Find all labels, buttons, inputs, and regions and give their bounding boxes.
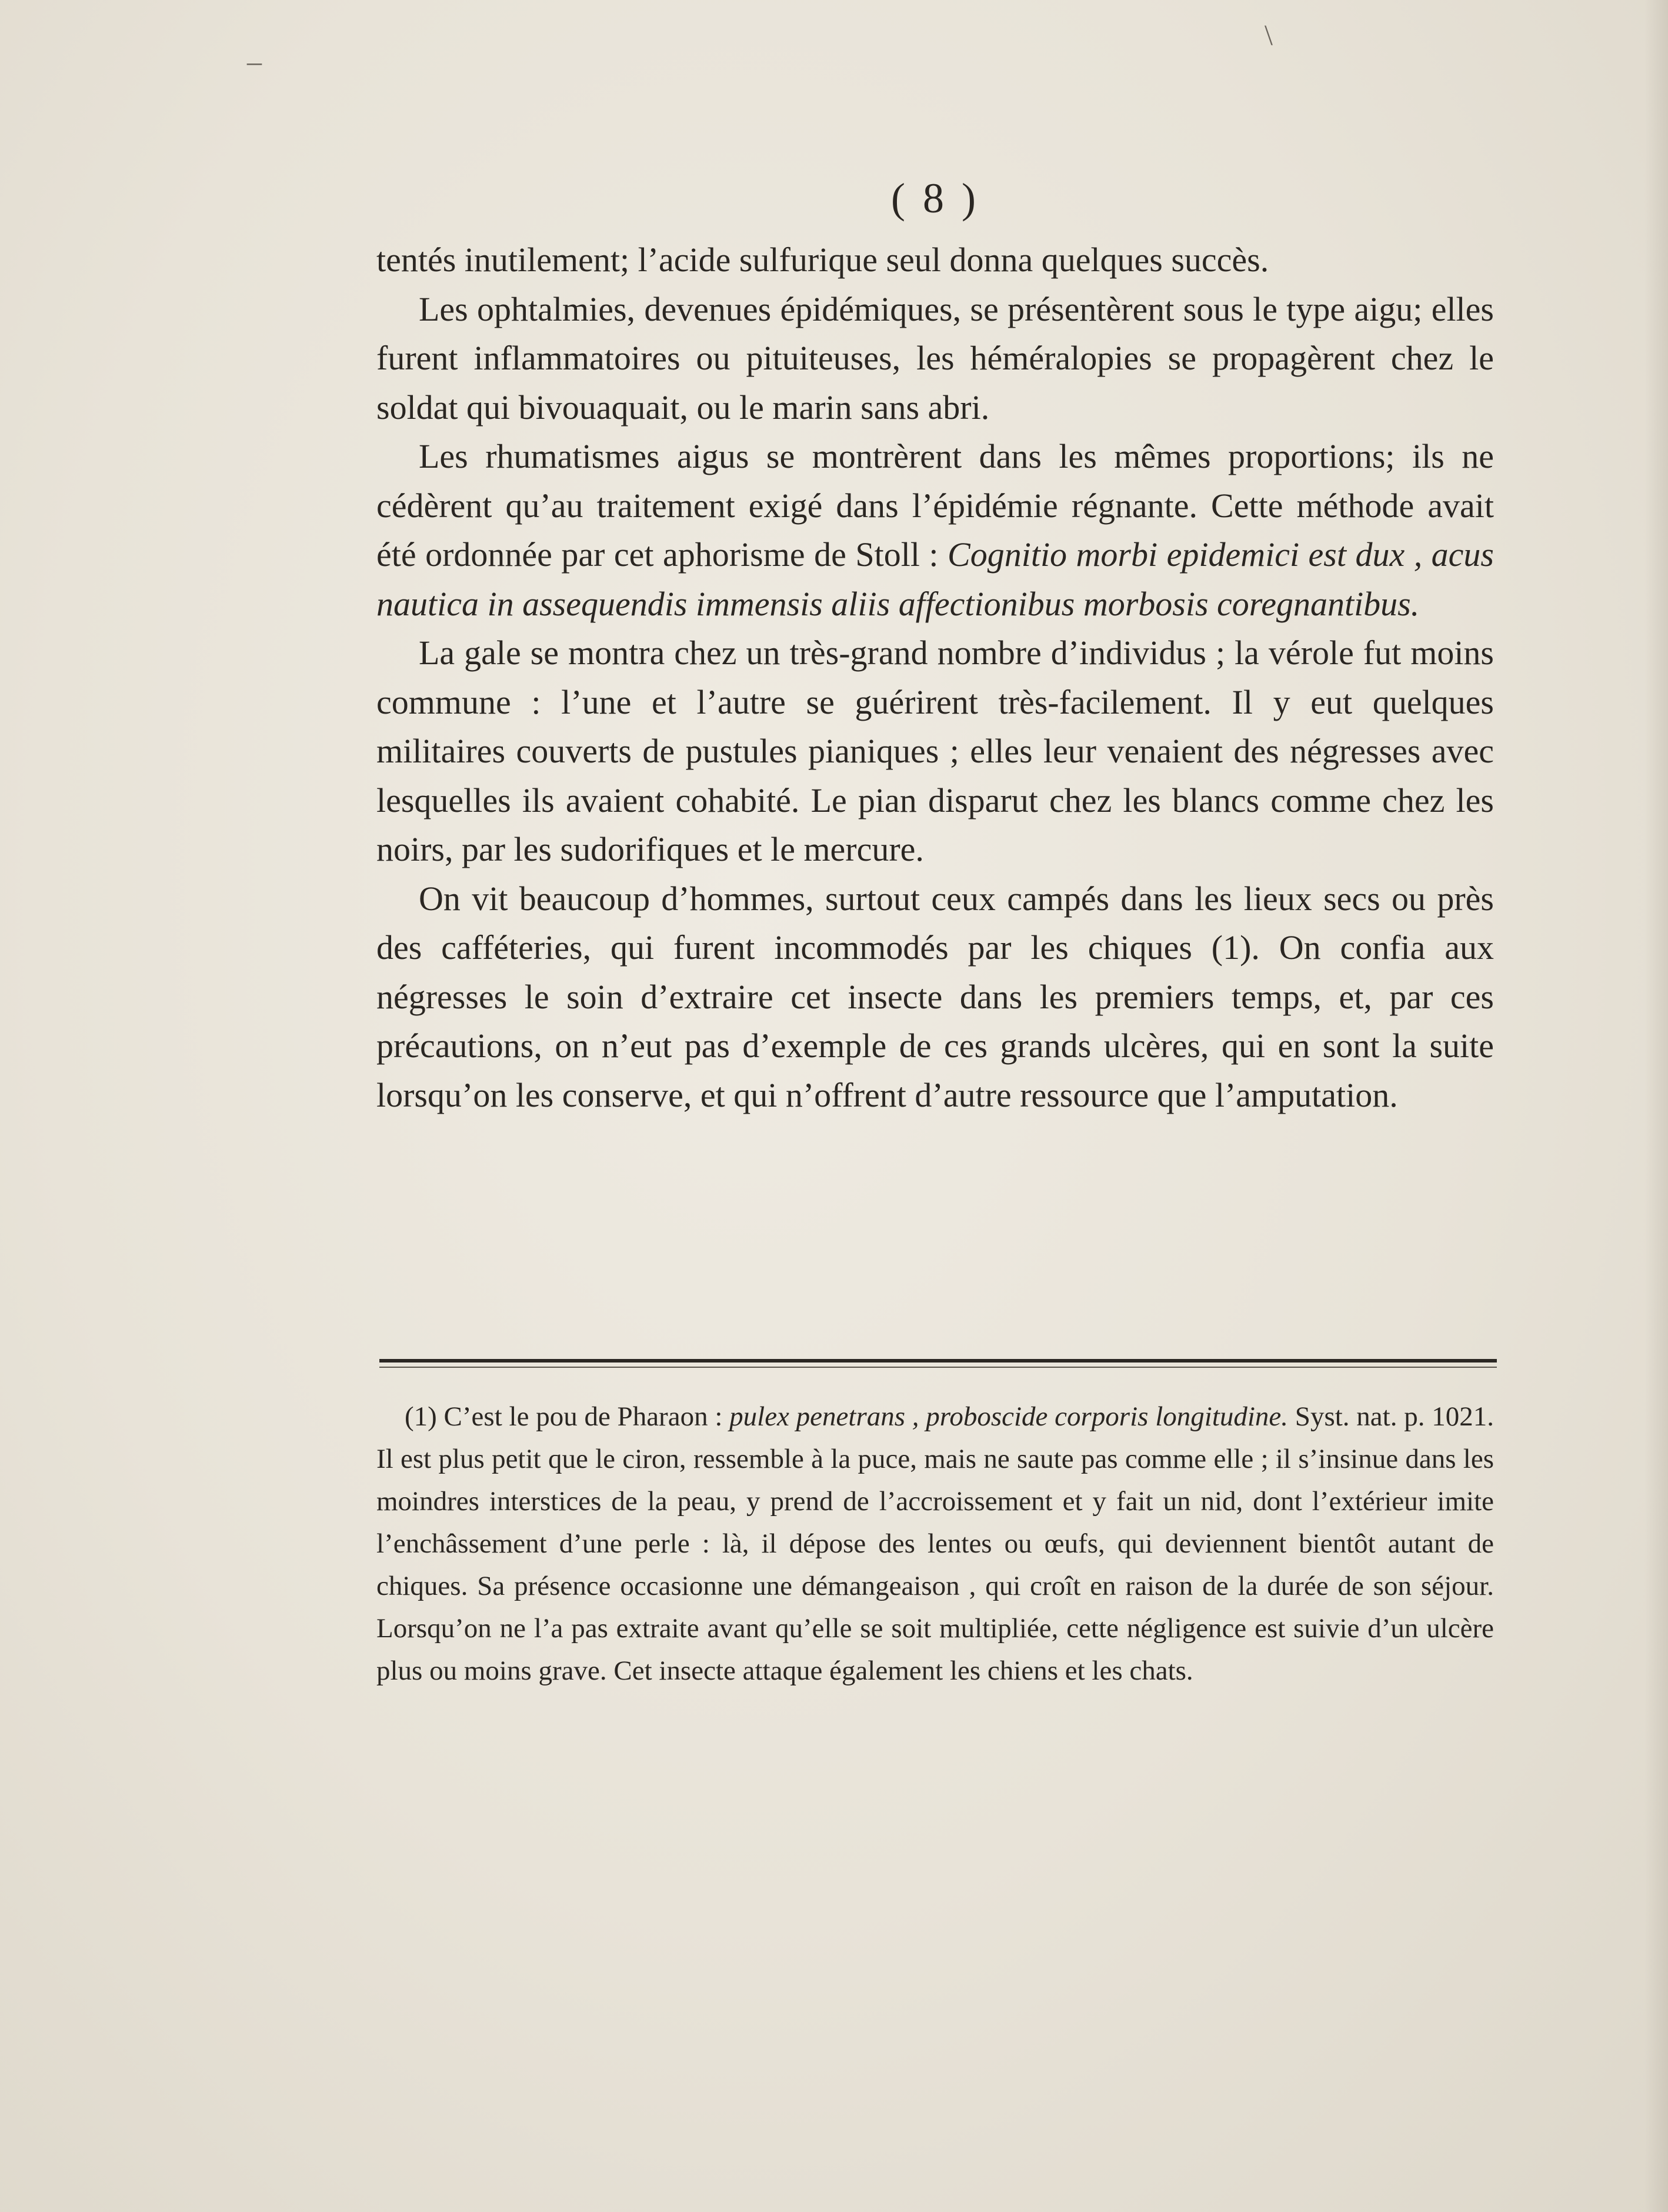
- footnote-separator-rule-thin: [379, 1367, 1497, 1368]
- paragraph-text: tentés inutilement; l’acide sulfurique seul donna quelques succès.: [376, 241, 1269, 279]
- paragraph-text: Les ophtalmies, devenues épidémiques, se présentèrent sous le type aigu; elles furent inflammatoires ou pituiteuses, les héméralopies se propagèrent chez le soldat qui bivouaquait, ou le marin sans abri.: [376, 289, 1494, 427]
- margin-mark-top: \: [1265, 18, 1273, 51]
- paragraph-text: Les rhumatismes aigus se montrèrent dans les mêmes proportions; ils ne cédèrent qu’au traitement exigé dans l’épidémie régnante. Cette méthode avait été ordonnée par cet aphorisme de Stoll :: [376, 437, 1494, 574]
- paragraph-text: On vit beaucoup d’hommes, surtout ceux campés dans les lieux secs ou près des cafféteries, qui furent incommodés par les chiques (1). On confia aux négresses le soin d’extraire cet insecte dans les premiers temps, et, par ces précautions, on n’eut pas d’exemple de ces grands ulcères, qui en sont la suite lorsqu’on les conserve, et qui n’offrent d’autre ressource que l’amputation.: [376, 879, 1494, 1114]
- footnote-paragraph: [376, 1395, 1494, 1692]
- margin-mark-left: –: [247, 45, 262, 78]
- paragraph: [376, 235, 1494, 285]
- paragraph: [376, 432, 1494, 628]
- footnote-text: Syst. nat. p. 1021. Il est plus petit que le ciron, ressemble à la puce, mais ne saute pas comme elle ; il s’insinue dans les moindres interstices de la peau, y prend de l’accroissement et y fait un nid, dont l’extérieur imite l’enchâssement d’une perle : là, il dépose des lentes ou œufs, qui deviennent bientôt autant de chiques. Sa présence occasionne une démangeaison , qui croît en raison de la durée de son séjour. Lorsqu’on ne l’a pas extraite avant qu’elle se soit multipliée, cette négligence est suivie d’un ulcère plus ou moins grave. Cet insecte attaque également les chiens et les chats.: [376, 1401, 1494, 1686]
- footnote-separator-rule: [379, 1359, 1497, 1362]
- paragraph: [376, 285, 1494, 432]
- footnote-text: (1) C’est le pou de Pharaon :: [405, 1401, 730, 1432]
- italic-quote: Cognitio morbi epidemici est dux , acus nautica in assequendis immensis aliis affectionibus morbosis coregnantibus.: [376, 535, 1494, 623]
- paragraph: [376, 628, 1494, 874]
- footnote: [376, 1395, 1494, 1692]
- page-edge-shadow: [1644, 0, 1668, 2212]
- footnote-italic-text: pulex penetrans , proboscide corporis longitudine.: [729, 1401, 1289, 1432]
- page-number: ( 8 ): [891, 175, 979, 222]
- main-text: [376, 235, 1494, 1120]
- paragraph-text: La gale se montra chez un très-grand nombre d’individus ; la vérole fut moins commune : l’une et l’autre se guérirent très-facilement. Il y eut quelques militaires couverts de pustules pianiques ; elles leur venaient des négresses avec lesquelles ils avaient cohabité. Le pian disparut chez les blancs comme chez les noirs, par les sudorifiques et le mercure.: [376, 634, 1494, 868]
- paragraph: [376, 874, 1494, 1120]
